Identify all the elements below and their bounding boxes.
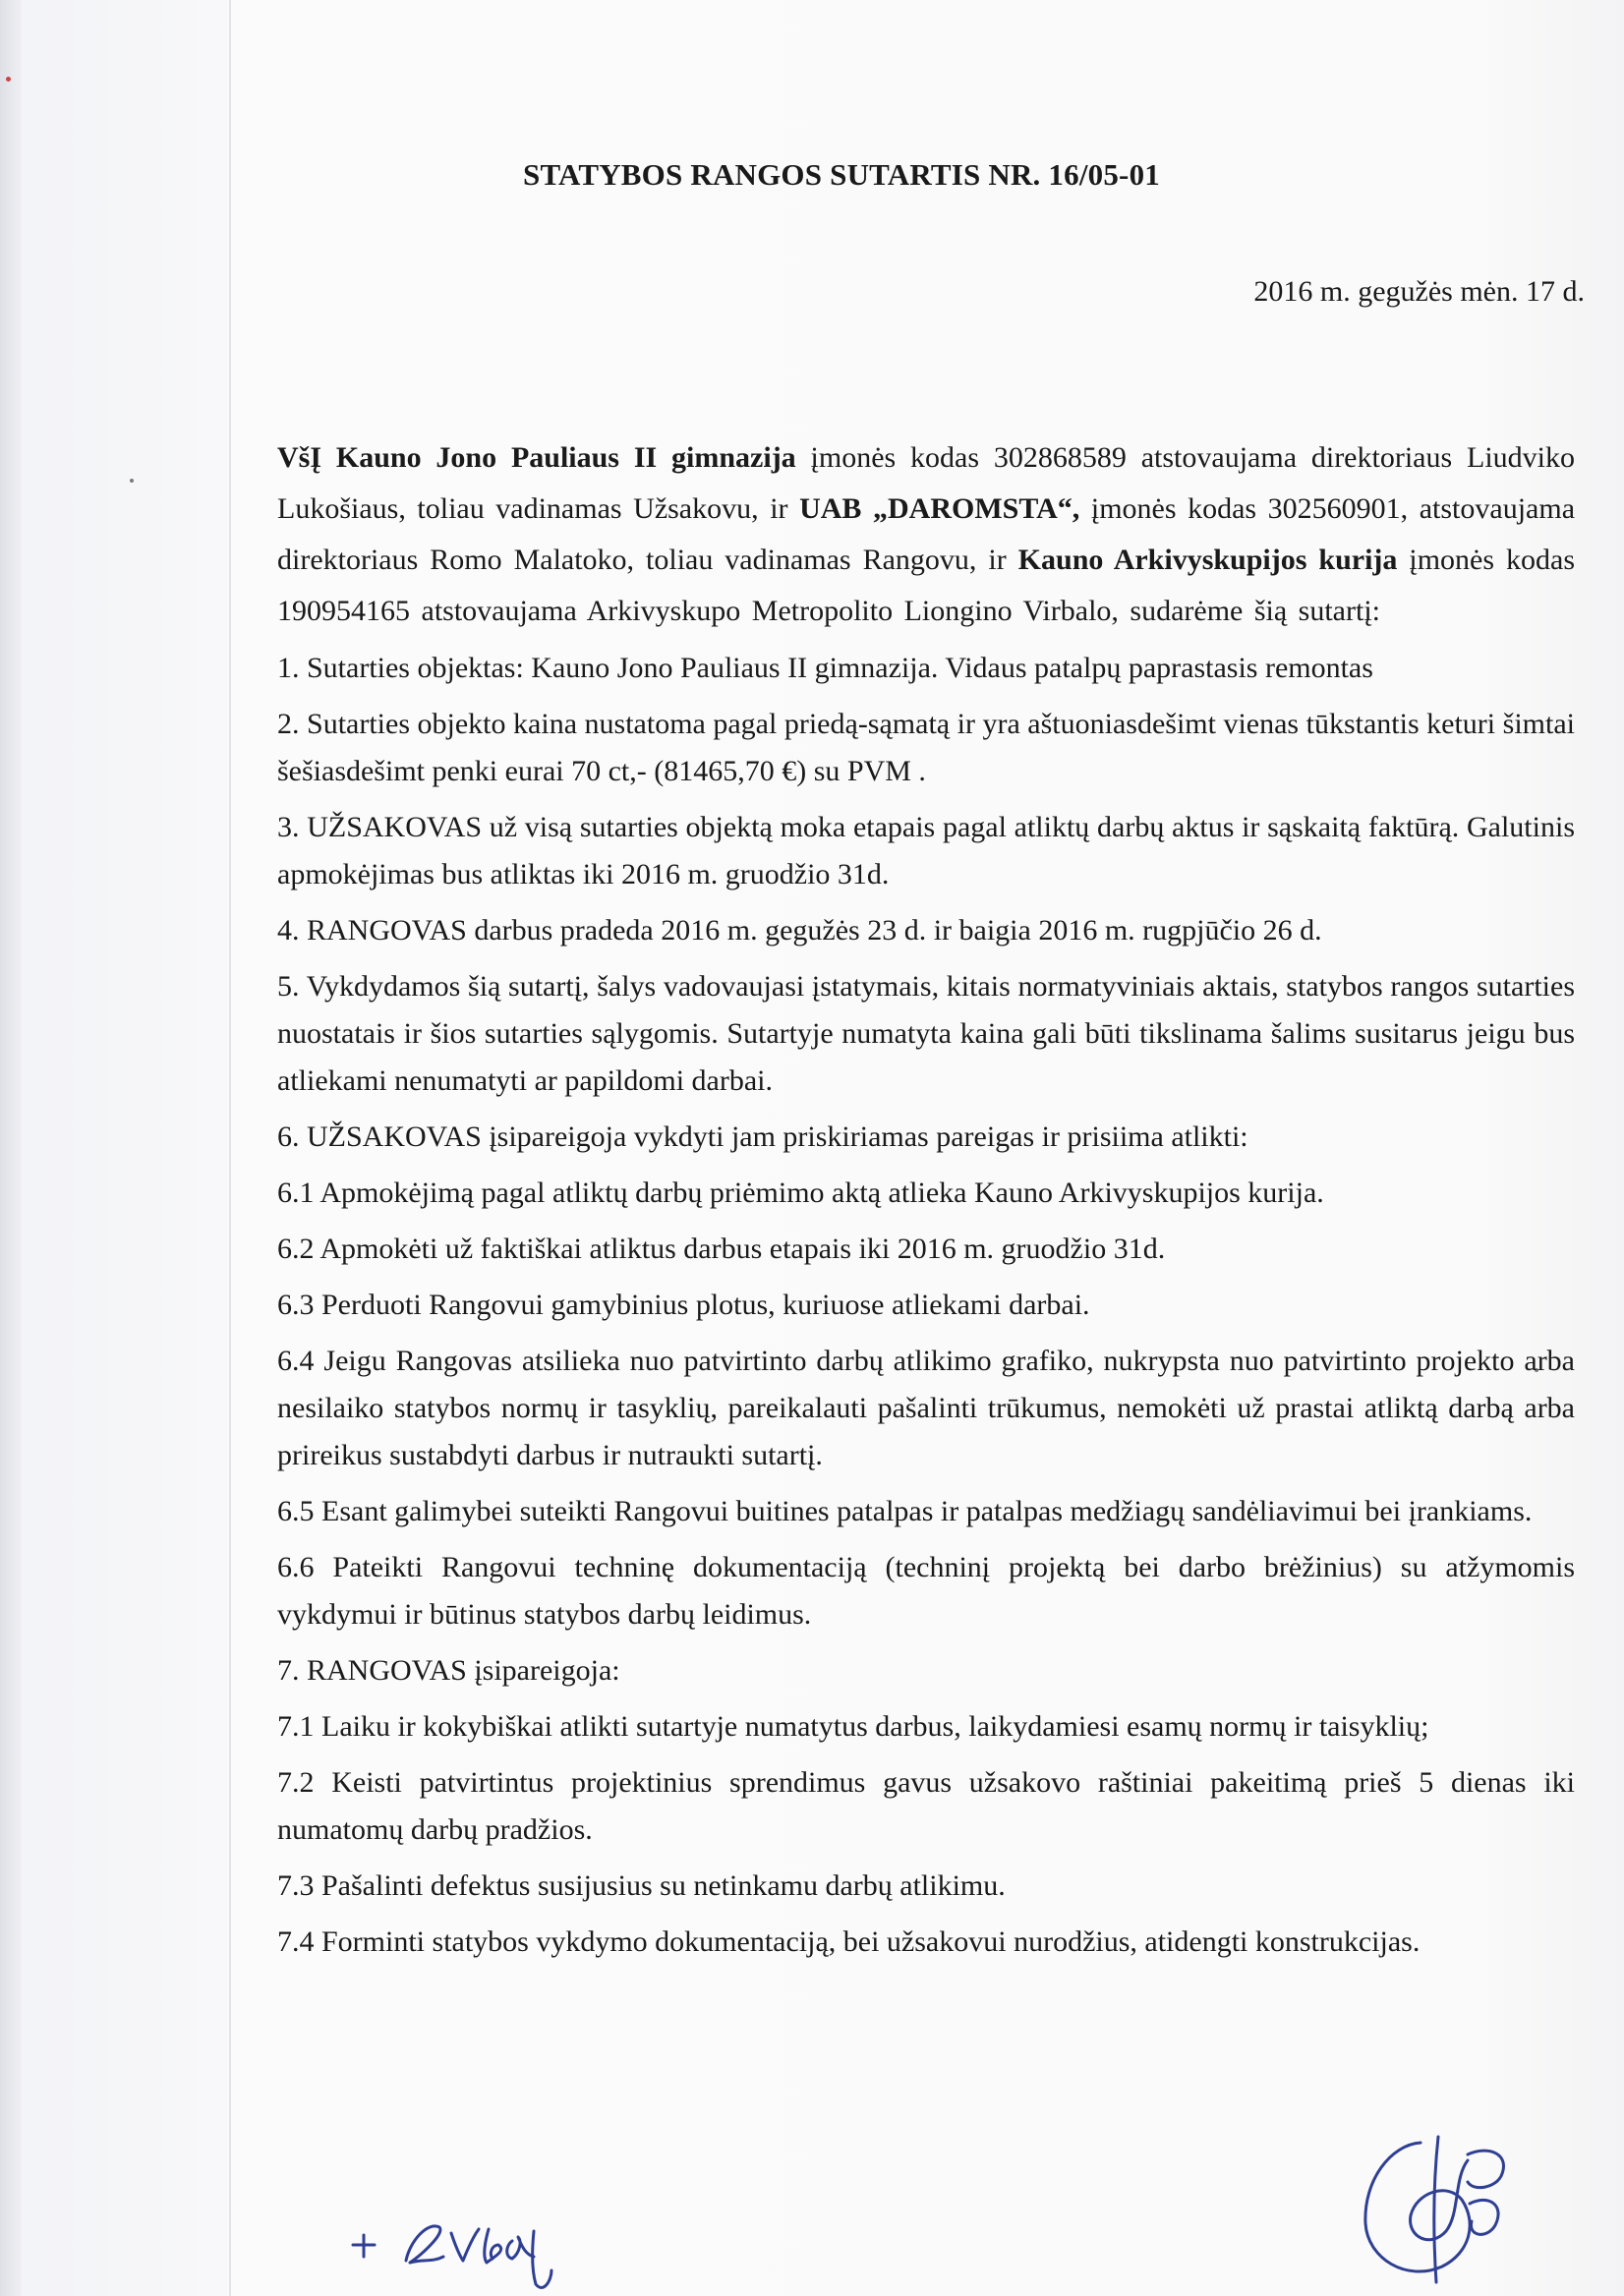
clause-1: 1. Sutarties objektas: Kauno Jono Pauliaus II gimnazija. Vidaus patalpų paprastasis remontas <box>277 652 1373 684</box>
party-contractor-details: įmonės kodas 302560901, atstovaujama direktoriaus Romo Malatoko, toliau vadinamas Rangovu, ir <box>277 492 1576 576</box>
clause-7-4: 7.4 Forminti statybos vykdymo dokumentaciją, bei užsakovui nurodžius, atidengti konstrukcijas. <box>277 1925 1421 1958</box>
clause-6-5: 6.5 Esant galimybei suteikti Rangovui buitines patalpas ir patalpas medžiagų sandėliavimui bei įrankiams. <box>277 1495 1533 1527</box>
clause-4: 4. RANGOVAS darbus pradeda 2016 m. gegužės 23 d. ir baigia 2016 m. rugpjūčio 26 d. <box>277 914 1322 947</box>
party-customer-details: įmonės kodas 302868589 atstovaujama direktoriaus Liudviko Lukošiaus, toliau vadinamas Užsakovu, ir <box>277 441 1575 525</box>
clause-3: 3. UŽSAKOVAS už visą sutarties objektą moka etapais pagal atliktų darbų aktus ir sąskaitą faktūrą. Galutinis apmokėjimas bus atliktas iki 2016 m. gruodžio 31d. <box>277 811 1575 890</box>
clause-7-3: 7.3 Pašalinti defektus susijusius su netinkamu darbų atlikimu. <box>277 1869 1006 1902</box>
clause-7: 7. RANGOVAS įsipareigoja: <box>277 1654 620 1687</box>
clause-6-2: 6.2 Apmokėti už faktiškai atliktus darbus etapais iki 2016 m. gruodžio 31d. <box>277 1233 1166 1265</box>
contract-date: 2016 m. gegužės mėn. 17 d. <box>1253 275 1585 308</box>
party-customer-name: VšĮ Kauno Jono Pauliaus II gimnazija <box>277 441 796 474</box>
page-fold-line <box>229 0 231 2296</box>
clause-6-3: 6.3 Perduoti Rangovui gamybinius plotus, kuriuose atliekami darbai. <box>277 1289 1090 1321</box>
clause-6-4: 6.4 Jeigu Rangovas atsilieka nuo patvirtinto darbų atlikimo grafiko, nukrypsta nuo patvirtinto projekto arba nesilaiko statybos normų ir tasyklių, pareikalauti pašalinti trūkumus, nemokėti už prastai atliktą darbą arba prireikus sustabdyti darbus ir nutraukti sutartį. <box>277 1345 1575 1471</box>
party-payer-name: Kauno Arkivyskupijos kurija <box>1017 544 1398 576</box>
clause-6-1: 6.1 Apmokėjimą pagal atliktų darbų priėmimo aktą atlieka Kauno Arkivyskupijos kurija. <box>277 1177 1324 1209</box>
clause-2: 2. Sutarties objekto kaina nustatoma pagal priedą-sąmatą ir yra aštuoniasdešimt vienas tūkstantis keturi šimtai šešiasdešimt penki eurai 70 ct,- (81465,70 €) su PVM . <box>277 708 1575 787</box>
dust-speck <box>130 479 134 483</box>
clause-7-1: 7.1 Laiku ir kokybiškai atlikti sutartyje numatytus darbus, laikydamiesi esamų normų ir taisyklių; <box>277 1710 1429 1743</box>
clause-5: 5. Vykdydamos šią sutartį, šalys vadovaujasi įstatymais, kitais normatyviniais aktais, statybos rangos sutarties nuostatais ir šios sutarties sąlygomis. Sutartyje numatyta kaina gali būti tikslinama šalims susitarus jeigu bus atliekami nenumatyti ar papildomi darbai. <box>277 970 1575 1097</box>
clause-6-6: 6.6 Pateikti Rangovui techninę dokumentaciją (techninį projektą bei darbo brėžinius) su atžymomis vykdymui ir būtinus statybos darbų leidimus. <box>277 1551 1575 1631</box>
party-payer-details: įmonės kodas 190954165 atstovaujama Arkivyskupo Metropolito Liongino Virbalo, sudarėme šią sutartį: <box>277 544 1575 627</box>
clause-6: 6. UŽSAKOVAS įsipareigoja vykdyti jam priskiriamas pareigas ir prisiima atlikti: <box>277 1120 1248 1153</box>
handwritten-initials-left <box>349 2211 585 2296</box>
party-contractor-name: UAB „DAROMSTA“, <box>799 492 1080 525</box>
contract-title: STATYBOS RANGOS SUTARTIS NR. 16/05-01 <box>523 157 1160 192</box>
clause-7-2: 7.2 Keisti patvirtintus projektinius sprendimus gavus užsakovo raštiniai pakeitimą prieš 5 dienas iki numatomų darbų pradžios. <box>277 1766 1575 1846</box>
handwritten-signature-right <box>1352 2135 1524 2296</box>
contract-body <box>277 432 1575 1975</box>
scan-edge <box>0 0 22 2296</box>
intro-paragraph <box>277 432 1575 637</box>
dust-speck <box>6 77 11 82</box>
